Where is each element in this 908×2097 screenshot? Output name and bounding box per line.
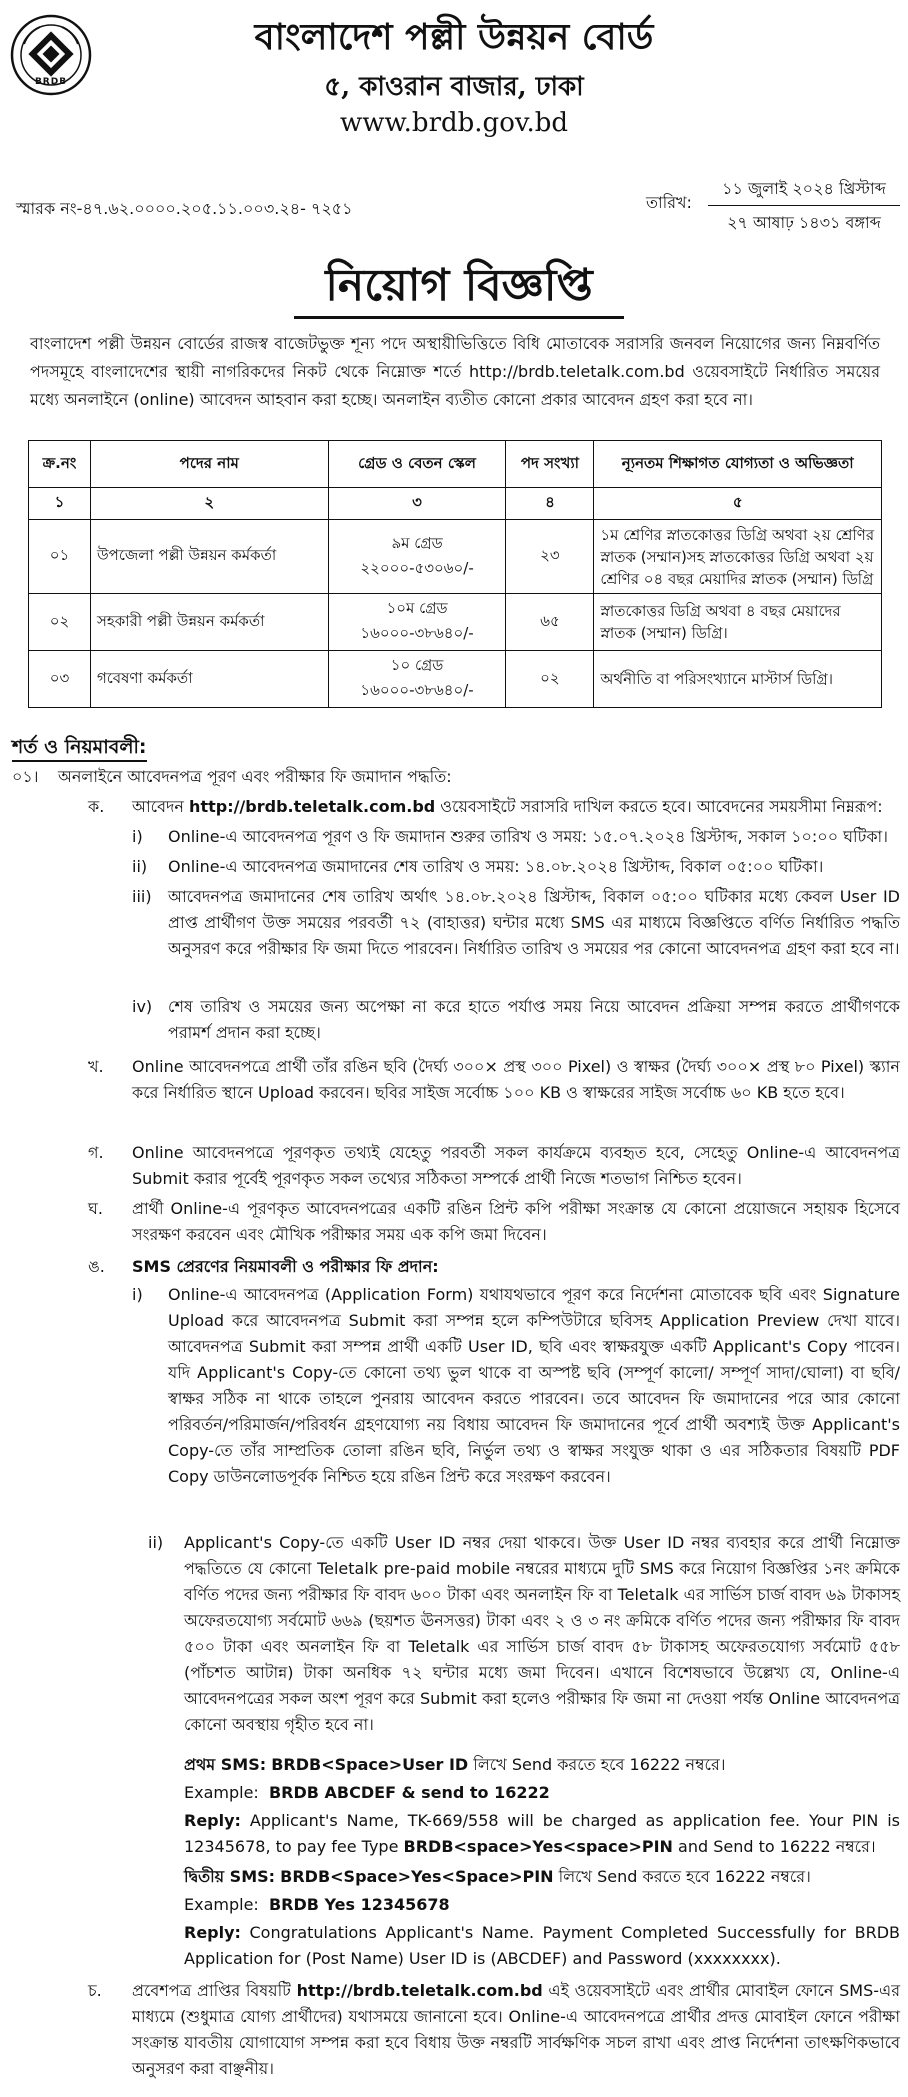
item-uma-title: SMS প্রেরণের নিয়মাবলী ও পরীক্ষার ফি প্রদান: (132, 1257, 439, 1276)
date-label: তারিখ: (646, 193, 692, 212)
date-bangla: ২৭ আষাঢ় ১৪৩১ বঙ্গাব্দ (727, 213, 881, 232)
table-header-row (29, 441, 882, 488)
example1-line (184, 1780, 900, 1806)
header-sl: ক্র.নং (29, 441, 91, 488)
item-cha-post: এই ওয়েবসাইটে এবং প্রার্থীর মোবাইল ফোনে SMS-এর মাধ্যমে (শুধুমাত্র যোগ্য প্রার্থীদের) যথাসময়ে জানানো হবে। Online-এ আবেদনপত্রে প্রার্থীর প্রদত্ত মোবাইল ফোনে পরীক্ষা সংক্রান্ত যাবতীয় যোগাযোগ সম্পন্ন করা হবে বিধায় উক্ত নম্বরটি সার্বক্ষণিক সচল রাখা এবং প্রাপ্ত নির্দেশনা তাৎক্ষণিকভাবে অনুসরণ করা বাঞ্ছনীয়। (132, 1981, 900, 2078)
col-number: ২ (90, 488, 328, 520)
subitem-ii: Online-এ আবেদনপত্র জমাদানের শেষ তারিখ ও সময়: ১৪.০৮.২০২৪ খ্রিস্টাব্দ, বিকাল ০৫:০০ ঘটিকা। (168, 857, 824, 876)
notice-title: নিয়োগ বিজ্ঞপ্তি (294, 256, 624, 319)
item-label-ga: গ. (88, 1143, 104, 1162)
second-sms-rest: লিখে Send করতে হবে 16222 নম্বরে। (553, 1867, 811, 1886)
item-cha-pre: প্রবেশপত্র প্রাপ্তির বিষয়টি (132, 1981, 297, 2000)
col-number: ৫ (594, 488, 882, 520)
item-label-uma: ঙ. (88, 1257, 105, 1276)
example1-label: Example: (184, 1783, 259, 1802)
posts-table (28, 440, 882, 708)
logo-text: BRDB (34, 77, 68, 87)
cell-qualification: অর্থনীতি বা পরিসংখ্যানে মাস্টার্স ডিগ্রি। (594, 651, 882, 708)
cell-grade (328, 520, 506, 594)
subitem-iv: শেষ তারিখ ও সময়ের জন্য অপেক্ষা না করে হাতে পর্যাপ্ত সময় নিয়ে আবেদন প্রক্রিয়া সম্পন্ন করতে প্রার্থীগণকে পরামর্শ প্রদান করা হচ্ছে। (168, 997, 900, 1042)
item-ka-url: http://brdb.teletalk.com.bd (189, 797, 436, 816)
col-number: ৪ (506, 488, 594, 520)
reply1-line (184, 1808, 900, 1860)
first-sms-line (184, 1752, 900, 1778)
org-website: www.brdb.gov.bd (339, 108, 569, 138)
intro-paragraph: বাংলাদেশ পল্লী উন্নয়ন বোর্ডের রাজস্ব বাজেটভুক্ত শূন্য পদে অস্থায়ীভিত্তিতে বিধি মোতাবেক সরাসরি জনবল নিয়োগের জন্য নিম্নবর্ণিত পদসমূহে বাংলাদেশের স্থায়ী নাগরিকদের নিকট থেকে নিম্নোক্ত শর্তে http://brdb.teletalk.com.bd ওয়েবসাইটে নির্ধারিত সময়ের মধ্যে অনলাইনে (online) আবেদন আহবান করা হচ্ছে। অনলাইন ব্যতীত কোনো প্রকার আবেদন গ্রহণ করা হবে না। (30, 334, 880, 409)
date-gregorian: ১১ জুলাই ২০২৪ খ্রিস্টাব্দ (708, 172, 900, 206)
cell-sl: ০২ (29, 594, 91, 651)
header-count: পদ সংখ্যা (506, 441, 594, 488)
item-ga: Online আবেদনপত্রে পূরণকৃত তথ্যই যেহেতু পরবর্তী সকল কার্যক্রমে ব্যবহৃত হবে, সেহেতু Online-এ আবেদনপত্র Submit করার পূর্বেই পূরণকৃত সকল তথ্যের সঠিকতা সম্পর্কে প্রার্থী নিজে শতভাগ নিশ্চিত হবেন। (132, 1143, 900, 1188)
item-gha: প্রার্থী Online-এ পূরণকৃত আবেদনপত্রের একটি রঙিন প্রিন্ট কপি পরীক্ষা সংক্রান্ত যে কোনো প্রয়োজনে সহায়ক হিসেবে সংরক্ষণ করবেন এবং মৌখিক পরীক্ষার সময় এক কপি জমা দিবেন। (132, 1199, 900, 1244)
subitem-label: i) (132, 1285, 143, 1304)
sms-subitem-ii: Applicant's Copy-তে একটি User ID নম্বর দেয়া থাকবে। উক্ত User ID নম্বর ব্যবহার করে প্রার্থী নিম্নোক্ত পদ্ধতিতে যে কোনো Teletalk pre-paid mobile নম্বরের মাধ্যমে দুটি SMS করে নিয়োগ বিজ্ঞপ্তির ১নং ক্রমিকে বর্ণিত পদের জন্য পরীক্ষার ফি বাবদ ৬০০ টাকা এবং অনলাইন ফি বা Teletalk এর সার্ভিস চার্জ বাবদ ৬৯ টাকাসহ অফেরতযোগ্য সর্বমোট ৬৬৯ (ছয়শত ঊনসত্তর) টাকা এবং ২ ও ৩ নং ক্রমিকে বর্ণিত পদের জন্য পরীক্ষার ফি বাবদ ৫০০ টাকা এবং অনলাইন ফি বা Teletalk এর সার্ভিস চার্জ বাবদ ৫৮ টাকাসহ অফেরতযোগ্য সর্বমোট ৫৫৮ (পাঁচশত আটান্ন) টাকা অনধিক ৭২ ঘন্টার মধ্যে জমা দিবেন। এখানে বিশেষভাবে উল্লেখ্য যে, Online-এ আবেদনপত্রের সকল অংশ পূরণ করে Submit করা হলেও পরীক্ষার ফি জমা না দেওয়া পর্যন্ত Online আবেদনপত্র কোনো অবস্থায় গৃহীত হবে না। (184, 1533, 900, 1734)
col-number: ১ (29, 488, 91, 520)
subitem-label: ii) (148, 1533, 164, 1552)
cell-sl: ০৩ (29, 651, 91, 708)
subitem-label: iii) (132, 887, 152, 906)
item-ka-pre: আবেদন (132, 797, 190, 816)
item-ka (132, 794, 902, 820)
memo-reference: স্মারক নং-৪৭.৬২.০০০০.২০৫.১১.০০৩.২৪- ৭২৫১ (16, 199, 353, 218)
reply1-pre: Applicant's Name, TK-669/558 will be charged as application fee. Your PIN is 12345678, to pay fee Type (184, 1811, 901, 1856)
cell-qualification: ১ম শ্রেণির স্নাতকোত্তর ডিগ্রি অথবা ২য় শ্রেণির স্নাতক (সম্মান)সহ স্নাতকোত্তর ডিগ্রি অথবা ২য় শ্রেণির ০৪ বছর মেয়াদির স্নাতক (সম্মান) ডিগ্রি (594, 520, 882, 594)
first-sms-rest: লিখে Send করতে হবে 16222 নম্বরে। (468, 1755, 726, 1774)
table-row (29, 520, 882, 594)
header-qualification: ন্যূনতম শিক্ষাগত যোগ্যতা ও অভিজ্ঞতা (594, 441, 882, 488)
second-sms-code: BRDB<Space>Yes<Space>PIN (280, 1867, 554, 1886)
cell-post: গবেষণা কর্মকর্তা (90, 651, 328, 708)
item-label-ka: ক. (88, 797, 105, 816)
item-label-kha: খ. (88, 1057, 104, 1076)
subitem-label: ii) (132, 857, 148, 876)
item-cha (132, 1978, 900, 2082)
reply1-code: BRDB<space>Yes<space>PIN (403, 1837, 673, 1856)
header-grade: গ্রেড ও বেতন স্কেল (328, 441, 506, 488)
reply2-text: Congratulations Applicant's Name. Payment Completed Successfully for BRDB Application for (Post Name) User ID is (ABCDEF) and Password (xxxxxxxx). (184, 1923, 900, 1968)
subitem-label: i) (132, 827, 143, 846)
reply1-post: and Send to 16222 নম্বরে। (672, 1837, 876, 1856)
cell-count: ৬৫ (506, 594, 594, 651)
second-sms-line (184, 1864, 900, 1890)
cell-grade (328, 651, 506, 708)
section-title: অনলাইনে আবেদনপত্র পূরণ এবং পরীক্ষার ফি জমাদান পদ্ধতি: (58, 767, 452, 786)
cell-sl: ০১ (29, 520, 91, 594)
cell-grade (328, 594, 506, 651)
scale-text: ১৬০০০-৩৮৬৪০/- (360, 681, 474, 699)
first-sms-label: প্রথম SMS: (184, 1755, 267, 1774)
col-number: ৩ (328, 488, 506, 520)
second-sms-label: দ্বিতীয় SMS: (184, 1867, 276, 1886)
example1-code: BRDB ABCDEF & send to 16222 (268, 1783, 550, 1802)
cell-count: ২৩ (506, 520, 594, 594)
table-row (29, 594, 882, 651)
item-kha: Online আবেদনপত্রে প্রার্থী তাঁর রঙিন ছবি (দৈর্ঘ্য ৩০০× প্রস্থ ৩০০ Pixel) ও স্বাক্ষর (দৈর্ঘ্য ৩০০× প্রস্থ ৮০ Pixel) স্ক্যান করে নির্ধারিত স্থানে Upload করবেন। ছবির সাইজ সর্বোচ্চ ১০০ KB ও স্বাক্ষরের সাইজ সর্বোচ্চ ৬০ KB হতে হবে। (132, 1057, 900, 1102)
org-name: বাংলাদেশ পল্লী উন্নয়ন বোর্ড (254, 16, 654, 58)
conditions-heading: শর্ত ও নিয়মাবলী: (12, 734, 147, 762)
scale-text: ১৬০০০-৩৮৬৪০/- (360, 624, 474, 642)
example2-label: Example: (184, 1895, 259, 1914)
cell-post: সহকারী পল্লী উন্নয়ন কর্মকর্তা (90, 594, 328, 651)
cell-qualification: স্নাতকোত্তর ডিগ্রি অথবা ৪ বছর মেয়াদের স্নাতক (সম্মান) ডিগ্রি। (594, 594, 882, 651)
cell-count: ০২ (506, 651, 594, 708)
example2-line (184, 1892, 900, 1918)
grade-text: ১০ম গ্রেড (386, 599, 448, 617)
column-number-row (29, 488, 882, 520)
org-address: ৫, কাওরান বাজার, ঢাকা (324, 72, 584, 102)
cell-post: উপজেলা পল্লী উন্নয়ন কর্মকর্তা (90, 520, 328, 594)
table-row (29, 651, 882, 708)
subitem-iii: আবেদনপত্র জমাদানের শেষ তারিখ অর্থাৎ ১৪.০৮.২০২৪ খ্রিস্টাব্দ, বিকাল ০৫:০০ ঘটিকার মধ্যে কেবল User ID প্রাপ্ত প্রার্থীগণ উক্ত সময়ের পরবর্তী ৭২ (বাহাত্তর) ঘন্টার মধ্যে SMS এর মাধ্যমে বিজ্ঞপ্তিতে বর্ণিত নির্ধারিত পদ্ধতি অনুসরণ করে পরীক্ষার ফি জমা দিতে পারবেন। নির্ধারিত তারিখ ও সময়ের পর কোনো আবেদনপত্র গ্রহণ করা হবে না। (168, 887, 900, 958)
item-label-gha: ঘ. (88, 1199, 103, 1218)
subitem-i: Online-এ আবেদনপত্র পূরণ ও ফি জমাদান শুরুর তারিখ ও সময়: ১৫.০৭.২০২৪ খ্রিস্টাব্দ, সকাল ১০:০০ ঘটিকা। (168, 827, 888, 846)
item-label-cha: চ. (88, 1981, 102, 2000)
first-sms-code: BRDB<Space>User ID (271, 1755, 469, 1774)
header-post: পদের নাম (90, 441, 328, 488)
example2-code: BRDB Yes 12345678 (268, 1895, 450, 1914)
grade-text: ১০ গ্রেড (390, 656, 444, 674)
reply2-line (184, 1920, 900, 1972)
item-cha-url: http://brdb.teletalk.com.bd (296, 1981, 543, 2000)
grade-text: ৯ম গ্রেড (391, 533, 443, 552)
item-ka-post: ওয়েবসাইটে সরাসরি দাখিল করতে হবে। আবেদনের সময়সীমা নিম্নরূপ: (435, 797, 883, 816)
reply1-label: Reply: (184, 1811, 241, 1830)
section-number: ০১। (12, 767, 39, 786)
scale-text: ২২০০০-৫৩০৬০/- (360, 558, 474, 577)
sms-subitem-i: Online-এ আবেদনপত্র (Application Form) যথাযথভাবে পূরণ করে নির্দেশনা মোতাবেক ছবি এবং Signature Upload করে আবেদনপত্র Submit করা সম্পন্ন হলে কম্পিউটারে ছবিসহ Application Preview দেখা যাবে। আবেদনপত্র Submit করা সম্পন্ন প্রার্থী একটি User ID, ছবি এবং স্বাক্ষরযুক্ত একটি Applicant's Copy পাবেন। যদি Applicant's Copy-তে কোনো তথ্য ভুল থাকে বা অস্পষ্ট ছবি (সম্পূর্ণ কালো/ সম্পূর্ণ সাদা/ঘোলা) বা ছবি/স্বাক্ষর সঠিক না থাকে তাহলে পুনরায় আবেদন করতে পারবেন। তবে আবেদন ফি জমাদানের পরে আর কোনো পরিবর্তন/পরিমার্জন/পরিবর্ধন গ্রহণযোগ্য নয় বিধায় আবেদন ফি জমাদানের পূর্বে প্রার্থী অবশ্যই উক্ত Applicant's Copy-তে তাঁর সাম্প্রতিক তোলা রঙিন ছবি, নির্ভুল তথ্য ও স্বাক্ষর সংযুক্ত থাকা ও এর সঠিকতার বিষয়টি PDF Copy ডাউনলোডপূর্বক নিশ্চিত হয়ে রঙিন প্রিন্ট করে সংরক্ষণ করবেন। (168, 1285, 900, 1486)
date-block (708, 172, 900, 237)
subitem-label: iv) (132, 997, 153, 1016)
reply2-label: Reply: (184, 1923, 241, 1942)
